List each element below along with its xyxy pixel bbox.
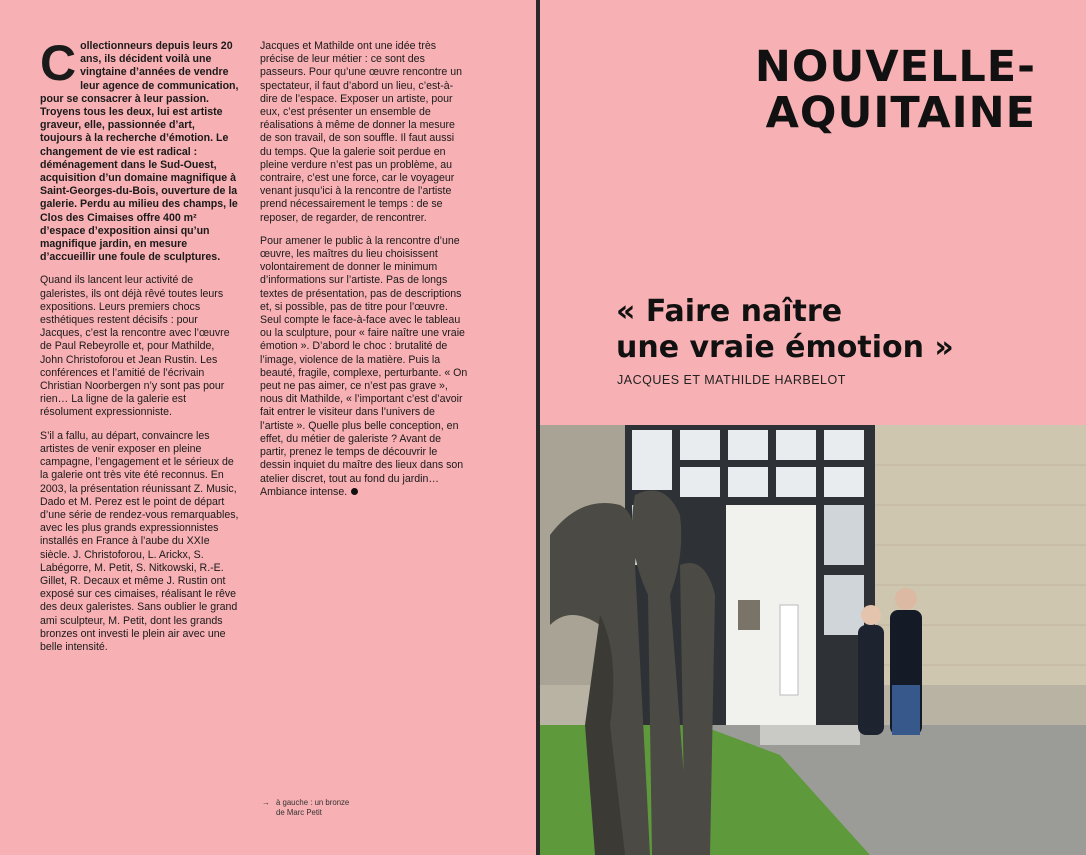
- caption-text: à gauche : un bronze de Marc Petit: [276, 798, 350, 817]
- pull-quote-line-2: une vraie émotion »: [616, 330, 954, 365]
- pull-quote-line-1: « Faire naître: [616, 294, 843, 329]
- paragraph-4: Jacques et Mathilde ont une idée très précise de leur métier : ce sont des passeurs. Pour qu’une œuvre rencontre un spectateur, il faut d’abord un lieu, c’est-à-dire de l’espace. Exposer un artiste, pour eux, c’est présenter un ensemble de réalisations à même de donner la mesure de son travail, de son souffle. Il faut aussi du temps. Que la galerie soit perdue en pleine verdure n’est pas un problème, au contraire, c’est une force, car le voyageur venant jusqu’ici à la rencontre de l’artiste prend nécessairement le temps : de se reposer, de regarder, de rencontrer.: [260, 40, 462, 224]
- lead-paragraph: ollectionneurs depuis leurs 20 ans, ils décident voilà une vingtaine d’années de vendre leur agence de communication, pour se consacrer à leur passion. Troyens tous les deux, lui est artiste graveur, elle, passionnée d’art, toujours à la recherche d’émotion. Le changement de vie est radical : déménagement dans le Sud-Ouest, acquisition d’un domaine magnifique à Saint-Georges-du-Bois, ouverture de la galerie. Perdu au milieu des champs, le Clos des Cimaises offre 400 m² d’espace d’exposition ainsi qu’un magnifique jardin, en mesure d’accueillir une foule de sculptures.: [40, 40, 239, 264]
- region-title-line-1: NOUVELLE-: [754, 42, 1036, 92]
- byline: JACQUES ET MATHILDE HARBELOT: [617, 373, 846, 387]
- photo-caption: [262, 798, 352, 817]
- region-title-line-2: AQUITAINE: [765, 88, 1036, 138]
- paragraph-5: Pour amener le public à la rencontre d’une œuvre, les maîtres du lieu choisissent volontairement de donner le minimum d’informations sur l’artiste. Pas de longs textes de présentation, pas de descriptions et, si possible, pas de titre pour l’œuvre. Seul compte le face-à-face avec le tableau ou la sculpture, pour « faire naître une vraie émotion ». D’abord le choc : brutalité de l’image, violence de la matière. Puis la beauté, fragile, complexe, perturbante. « On peut ne pas aimer, ce n’est pas grave », nous dit Mathilde, « l’important c’est d’avoir fait entrer le visiteur dans l’univers de l’artiste ». Quelle plus belle conception, en effet, du métier de galeriste ? Avant de partir, prenez le temps de découvrir le dessin inquiet du maître des lieux dans son atelier discret, tout au fond du jardin… Ambiance intense.: [260, 234, 468, 498]
- article-column-1: [40, 35, 240, 664]
- right-page: [540, 0, 1086, 855]
- drop-cap: C: [40, 35, 77, 91]
- region-title: [755, 44, 1036, 136]
- paragraph-2: Quand ils lancent leur activité de galeristes, ils ont déjà rêvé toutes leurs expositions. Leurs premiers chocs esthétiques restent décisifs : pour Jacques, c’est la rencontre avec l’œuvre de Paul Rebeyrolle et, pour Mathilde, John Christoforou et Jean Rustin. Les conférences et l’amitié de l’écrivain Christian Noorbergen n’y sont pas pour rien… La ligne de la galerie est résolument expressionniste.: [40, 274, 230, 419]
- article-column-2: [260, 40, 468, 509]
- paragraph-3: S’il a fallu, au départ, convaincre les artistes de venir exposer en pleine campagne, l’engagement et le sérieux de la galerie ont très vite été reconnus. En 2003, la présentation réunissant Z. Music, Dado et M. Perez est le point de départ d’une série de rendez-vous remarquables, avec les plus grands expressionnistes installés en France à l’aube du XXIe siècle. J. Christoforou, L. Arickx, S. Labégorre, M. Petit, S. Nitkowski, R.-E. Gillet, R. Decaux et même J. Rustin ont exposé sur ces cimaises, réalisant le rêve des deux galeristes. Sans oublier le grand ami sculpteur, M. Petit, dont les grands bronzes ont investi le plein air avec une belle intensité.: [40, 429, 239, 653]
- arrow-right-icon: →: [262, 798, 270, 807]
- gallery-photo: [540, 425, 1086, 855]
- left-page: [0, 0, 536, 855]
- pull-quote: [616, 294, 954, 366]
- end-mark-icon: [351, 488, 358, 495]
